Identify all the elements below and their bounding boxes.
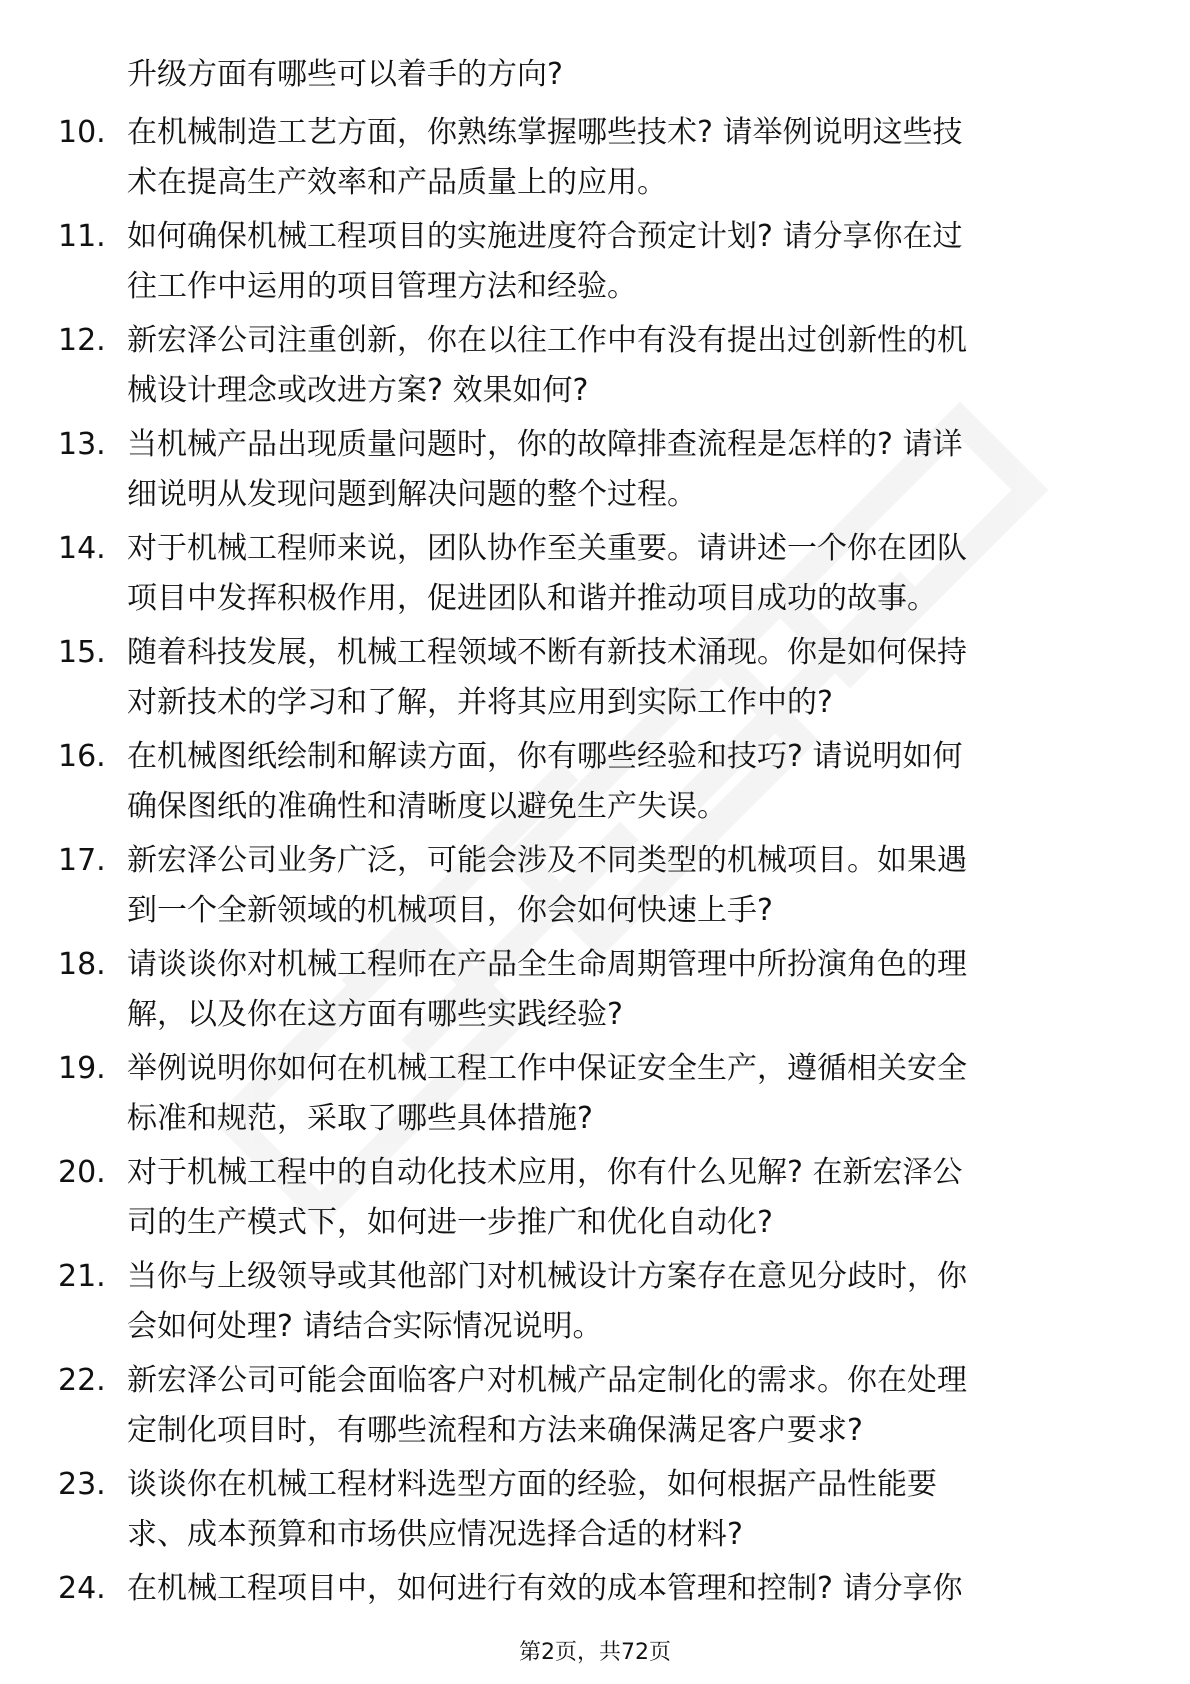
- question-text: [127, 524, 1127, 624]
- question-item: [0, 212, 1190, 316]
- question-line: 标准和规范，采取了哪些具体措施?: [127, 1101, 593, 1136]
- question-number: 15.: [58, 635, 106, 670]
- question-number: 19.: [58, 1051, 106, 1086]
- continuation-text: 升级方面有哪些可以着手的方向?: [127, 57, 563, 92]
- question-number: 10.: [58, 115, 106, 150]
- question-text: [127, 836, 1127, 936]
- question-text: [127, 732, 1127, 832]
- question-text: [127, 108, 1127, 208]
- question-line: 新宏泽公司可能会面临客户对机械产品定制化的需求。你在处理: [127, 1363, 967, 1398]
- question-line: 司的生产模式下，如何进一步推广和优化自动化?: [127, 1205, 773, 1240]
- question-item: [0, 1044, 1190, 1148]
- question-line: 会如何处理? 请结合实际情况说明。: [127, 1309, 603, 1344]
- question-item: [0, 1460, 1190, 1564]
- question-item: [0, 420, 1190, 524]
- question-item: [0, 1356, 1190, 1460]
- question-line: 谈谈你在机械工程材料选型方面的经验，如何根据产品性能要: [127, 1467, 937, 1502]
- question-line: 往工作中运用的项目管理方法和经验。: [127, 269, 637, 304]
- question-line: 对于机械工程中的自动化技术应用，你有什么见解? 在新宏泽公: [127, 1155, 963, 1190]
- question-line: 如何确保机械工程项目的实施进度符合预定计划? 请分享你在过: [127, 219, 963, 254]
- question-text: [127, 420, 1127, 520]
- question-line: 在机械图纸绘制和解读方面，你有哪些经验和技巧? 请说明如何: [127, 739, 963, 774]
- question-line: 请谈谈你对机械工程师在产品全生命周期管理中所扮演角色的理: [127, 947, 967, 982]
- question-number: 12.: [58, 323, 106, 358]
- question-number: 23.: [58, 1467, 106, 1502]
- question-item: [0, 732, 1190, 836]
- question-line: 定制化项目时，有哪些流程和方法来确保满足客户要求?: [127, 1413, 863, 1448]
- question-line: 械设计理念或改进方案? 效果如何?: [127, 373, 589, 408]
- question-item: [0, 836, 1190, 940]
- question-text: [127, 1252, 1127, 1352]
- question-line: 项目中发挥积极作用，促进团队和谐并推动项目成功的故事。: [127, 581, 937, 616]
- question-line: 新宏泽公司业务广泛，可能会涉及不同类型的机械项目。如果遇: [127, 843, 967, 878]
- question-item: [0, 1252, 1190, 1356]
- question-list: [0, 108, 1190, 1668]
- question-line: 术在提高生产效率和产品质量上的应用。: [127, 165, 667, 200]
- question-item: [0, 1148, 1190, 1252]
- question-item: [0, 524, 1190, 628]
- question-line: 在机械工程项目中，如何进行有效的成本管理和控制? 请分享你: [127, 1571, 963, 1606]
- question-line: 当机械产品出现质量问题时，你的故障排查流程是怎样的? 请详: [127, 427, 963, 462]
- question-item: [0, 316, 1190, 420]
- question-line: 对于机械工程师来说，团队协作至关重要。请讲述一个你在团队: [127, 531, 967, 566]
- question-text: [127, 1564, 1127, 1614]
- question-line: 当你与上级领导或其他部门对机械设计方案存在意见分歧时，你: [127, 1259, 967, 1294]
- question-line: 细说明从发现问题到解决问题的整个过程。: [127, 477, 697, 512]
- question-text: [127, 1460, 1127, 1560]
- question-number: 18.: [58, 947, 106, 982]
- question-number: 17.: [58, 843, 106, 878]
- question-line: 确保图纸的准确性和清晰度以避免生产失误。: [127, 789, 727, 824]
- question-item: [0, 628, 1190, 732]
- page-number-footer: 第2页，共72页: [519, 1640, 671, 1665]
- question-number: 13.: [58, 427, 106, 462]
- question-line: 解，以及你在这方面有哪些实践经验?: [127, 997, 623, 1032]
- question-item: [0, 108, 1190, 212]
- question-text: [127, 1044, 1127, 1144]
- question-text: [127, 316, 1127, 416]
- question-line: 举例说明你如何在机械工程工作中保证安全生产，遵循相关安全: [127, 1051, 967, 1086]
- question-text: [127, 1356, 1127, 1456]
- question-line: 新宏泽公司注重创新，你在以往工作中有没有提出过创新性的机: [127, 323, 967, 358]
- question-item: [0, 940, 1190, 1044]
- question-line: 到一个全新领域的机械项目，你会如何快速上手?: [127, 893, 773, 928]
- question-line: 对新技术的学习和了解，并将其应用到实际工作中的?: [127, 685, 833, 720]
- question-line: 求、成本预算和市场供应情况选择合适的材料?: [127, 1517, 743, 1552]
- question-number: 24.: [58, 1571, 106, 1606]
- question-line: 随着科技发展，机械工程领域不断有新技术涌现。你是如何保持: [127, 635, 967, 670]
- question-text: [127, 212, 1127, 312]
- question-text: [127, 940, 1127, 1040]
- question-number: 20.: [58, 1155, 106, 1190]
- question-number: 14.: [58, 531, 106, 566]
- question-text: [127, 628, 1127, 728]
- question-line: 在机械制造工艺方面，你熟练掌握哪些技术? 请举例说明这些技: [127, 115, 963, 150]
- question-number: 22.: [58, 1363, 106, 1398]
- question-number: 11.: [58, 219, 106, 254]
- question-number: 21.: [58, 1259, 106, 1294]
- question-text: [127, 1148, 1127, 1248]
- question-number: 16.: [58, 739, 106, 774]
